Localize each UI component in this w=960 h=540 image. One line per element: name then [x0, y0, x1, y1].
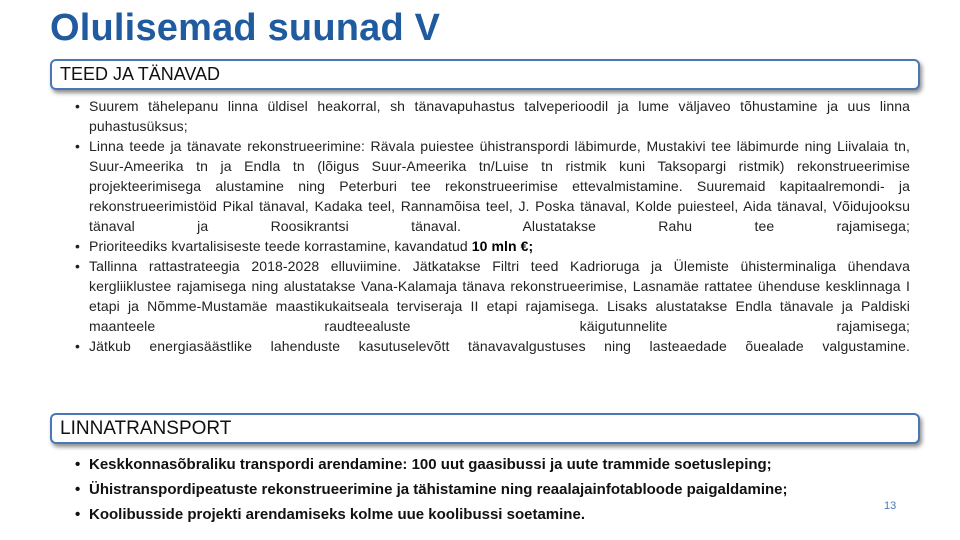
list-item: • Suurem tähelepanu linna üldisel heakorral, sh tänavapuhastus talveperioodil ja lume väljaveo tõhustamine ja uus linna puhastusüksus;	[75, 96, 910, 136]
section-header-linnatransport: LINNATRANSPORT	[50, 413, 920, 444]
section-header-teed-ja-tanavad: TEED JA TÄNAVAD	[50, 59, 920, 90]
section-teed-ja-tanavad-list	[75, 96, 910, 412]
list-item: • Linna teede ja tänavate rekonstrueerimine: Rävala puiestee ühistranspordi läbimurde, Mustakivi tee läbimurde ning Liivalaia tn, Suur-Ameerika tn ja Endla tn (lõigus Suur-Ameerika tn/Luise tn ristmik kuni Taksopargi ristmik) rekonstrueerimise projekteerimisega alustamine ning Peterburi tee rekonstrueerimise ettevalmistamine. Suuremaid kapitaalremondi- ja rekonstrueerimistöid Pikal tänaval, Kadaka teel, Rannamõisa teel, J. Poska tänaval, Kolde puiesteel, Aida tänaval, Võidujooksu tänaval ja Roosikrantsi tänaval. Alustatakse Rahu tee rajamisega;	[75, 136, 910, 236]
list-item: • Tallinna rattastrateegia 2018-2028 elluviimine. Jätkatakse Filtri teed Kadrioruga ja Ülemiste ühisterminaliga ühendava kergliiklustee rajamisega ning alustatakse Vana-Kalamaja tänava rekonstrueerimise, Lasnamäe rattatee ühenduse kesklinnaga I etapi ja Nõmme-Mustamäe maastikukaitseala terviseraja II etapi rajamisega. Lisaks alustatakse Endla tänavale ja Paldiski maanteele raudteealuste käigutunnelite rajamisega;	[75, 256, 910, 336]
budget-amount: 10 mln €;	[471, 238, 534, 254]
section-linnatransport-list	[75, 452, 875, 527]
list-item: • Jätkub energiasäästlike lahenduste kasutuselevõtt tänavavalgustuses ning lasteaedade õuealade valgustamine.	[75, 336, 910, 356]
list-item: • Ühistranspordipeatuste rekonstrueerimine ja tähistamine ning reaalajainfotabloode paigaldamine;	[75, 477, 875, 502]
list-item: • Prioriteediks kvartalisiseste teede korrastamine, kavandatud 10 mln €;	[75, 236, 910, 256]
slide-title: Olulisemad suunad V	[50, 7, 441, 49]
slide-number: 13	[884, 500, 897, 512]
list-item: • Keskkonnasõbraliku transpordi arendamine: 100 uut gaasibussi ja uute trammide soetusleping;	[75, 452, 875, 477]
list-item: • Koolibusside projekti arendamiseks kolme uue koolibussi soetamine.	[75, 502, 875, 527]
